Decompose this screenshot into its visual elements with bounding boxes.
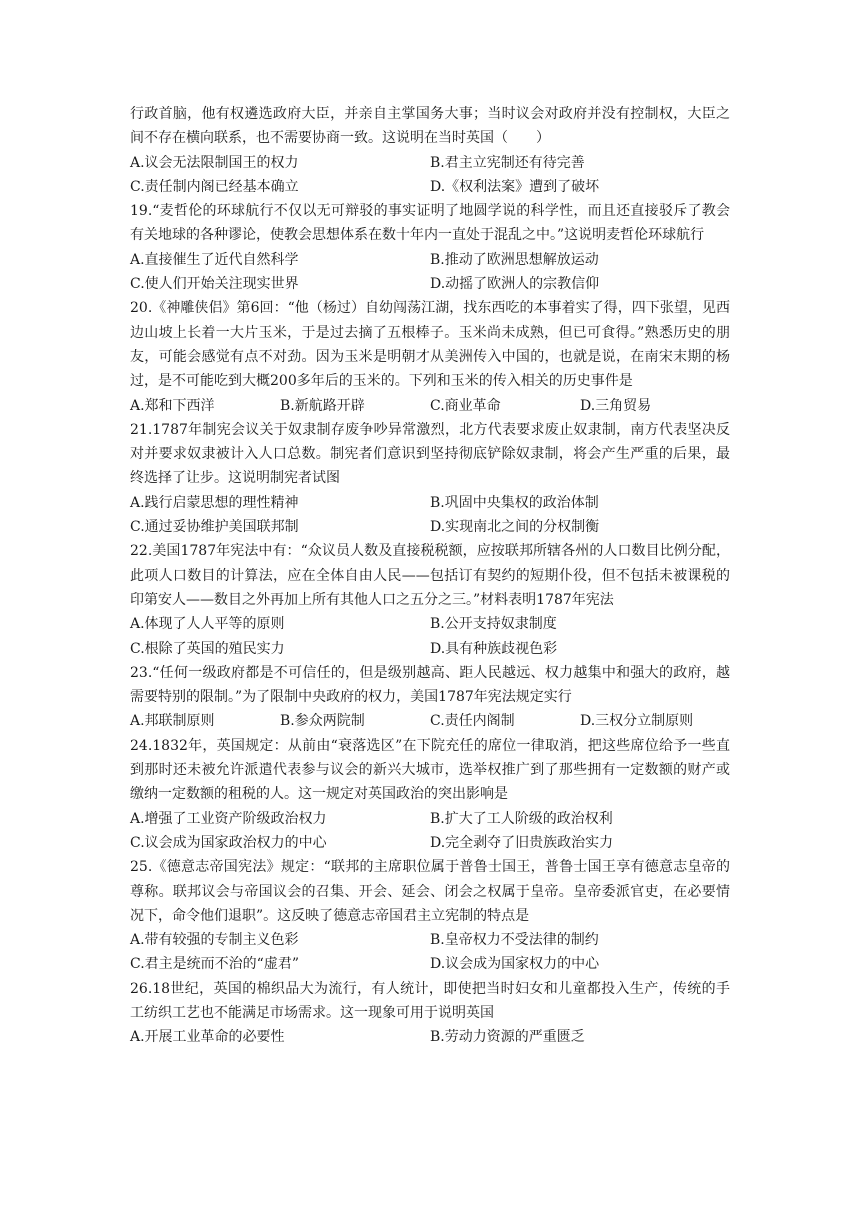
option-a: A.邦联制原则 [130,713,215,730]
option-b: B.推动了欧洲思想解放运动 [430,251,599,268]
option-d: D.具有种族歧视色彩 [430,640,558,657]
question-stem: 21.1787年制宪会议关于奴隶制存废争吵异常激烈，北方代表要求废止奴隶制，南方代表坚决反对并要求奴隶被计入人口总数。制宪者们意识到坚持彻底铲除奴隶制，将会产生严重的后果，最终选择了让步。这说明制宪者试图 [130,421,730,487]
question-stem: 24.1832年，英国规定：从前由“衰落选区”在下院充任的席位一律取消，把这些席位给予一些直到那时还未被允许派遣代表参与议会的新兴大城市，选举权推广到了那些拥有一定数额的财产或缴纳一定数额的租税的人。这一规定对英国政治的突出影响是 [130,737,730,803]
option-c: C.通过妥协维护美国联邦制 [130,519,299,536]
option-b: B.公开支持奴隶制度 [430,616,557,633]
options-grid [130,248,730,297]
options-grid [130,1025,730,1049]
question-19 [130,199,730,296]
option-c: C.责任内阁制 [430,713,515,730]
question-stem: 行政首脑，他有权遴选政府大臣，并亲自主掌国务大事；当时议会对政府并没有控制权，大臣之间不存在横向联系，也不需要协商一致。这说明在当时英国（ ） [130,106,730,147]
option-c: C.责任制内阁已经基本确立 [130,178,299,195]
option-b: B.君主立宪制还有待完善 [430,154,585,171]
option-a: A.郑和下西洋 [130,397,215,414]
option-d: D.三权分立制原则 [580,713,694,730]
option-a: A.带有较强的专制主义色彩 [130,932,299,949]
question-23 [130,661,730,734]
question-20 [130,296,730,417]
option-b: B.劳动力资源的严重匮乏 [430,1029,585,1046]
option-b: B.皇帝权力不受法律的制约 [430,932,599,949]
option-d: D.完全剥夺了旧贵族政治实力 [430,834,614,851]
option-d: D.议会成为国家权力的中心 [430,956,600,973]
question-18-continued [130,102,730,199]
options-row [130,394,730,418]
question-stem: 22.美国1787年宪法中有：“众议员人数及直接税税额，应按联邦所辖各州的人口数目比例分配，此项人口数目的计算法，应在全体自由人民——包括订有契约的短期仆役，但不包括未被课税的印第安人——数目之外再加上所有其他人口之五分之三。”材料表明1787年宪法 [130,543,730,608]
option-c: C.君主是统而不治的“虚君” [130,956,299,973]
option-d: D.动摇了欧洲人的宗教信仰 [430,276,600,293]
page-content [130,102,730,1050]
option-a: A.开展工业革命的必要性 [130,1029,285,1046]
question-stem: 26.18世纪，英国的棉织品大为流行，有人统计，即使把当时妇女和儿童都投入生产，传统的手工纺织工艺也不能满足市场需求。这一现象可用于说明英国 [130,980,730,1021]
question-stem: 20.《神雕侠侣》第6回：“他（杨过）自幼闯荡江湖，找东西吃的本事着实了得，四下张望，见西边山坡上长着一大片玉米，于是过去摘了五根棒子。玉米尚未成熟，但已可食得。”熟悉历史的朋友，可能会感觉有点不对劲。因为玉米是明朝才从美洲传入中国的，也就是说，在南宋末期的杨过，是不可能吃到大概200多年后的玉米的。下列和玉米的传入相关的历史事件是 [130,300,730,390]
option-c: C.商业革命 [430,397,501,414]
options-grid [130,151,730,200]
question-stem: 25.《德意志帝国宪法》规定：“联邦的主席职位属于普鲁士国王，普鲁士国王享有德意志皇帝的尊称。联邦议会与帝国议会的召集、开会、延会、闭会之权属于皇帝。皇帝委派官吏，在必要情况下，命令他们退职”。这反映了德意志帝国君主立宪制的特点是 [130,859,730,924]
option-a: A.直接催生了近代自然科学 [130,251,299,268]
options-grid [130,928,730,977]
options-grid [130,807,730,856]
option-c: C.根除了英国的殖民实力 [130,640,285,657]
options-grid [130,491,730,540]
question-stem: 19.“麦哲伦的环球航行不仅以无可辩驳的事实证明了地圆学说的科学性，而且还直接驳斥了教会有关地球的各种谬论，使教会思想体系在数十年内一直处于混乱之中。”这说明麦哲伦环球航行 [130,203,730,244]
option-d: D.《权利法案》遭到了破坏 [430,178,600,195]
option-d: D.三角贸易 [580,397,652,414]
option-a: A.体现了人人平等的原则 [130,616,285,633]
option-c: C.议会成为国家政治权力的中心 [130,834,327,851]
option-b: B.扩大了工人阶级的政治权利 [430,810,613,827]
question-stem: 23.“任何一级政府都是不可信任的，但是级别越高、距人民越远、权力越集中和强大的政府，越需要特别的限制。”为了限制中央政府的权力，美国1787年宪法规定实行 [130,664,730,706]
options-row [130,709,730,733]
option-a: A.增强了工业资产阶级政治权力 [130,810,327,827]
option-c: C.使人们开始关注现实世界 [130,276,299,293]
question-22 [130,539,730,660]
option-a: A.践行启蒙思想的理性精神 [130,494,299,511]
question-21 [130,418,730,539]
option-b: B.新航路开辟 [280,397,365,414]
option-b: B.参众两院制 [280,713,365,730]
options-grid [130,612,730,661]
option-a: A.议会无法限制国王的权力 [130,154,299,171]
question-24 [130,734,730,855]
question-25 [130,855,730,976]
option-d: D.实现南北之间的分权制衡 [430,519,600,536]
question-26 [130,977,730,1050]
option-b: B.巩固中央集权的政治体制 [430,494,599,511]
